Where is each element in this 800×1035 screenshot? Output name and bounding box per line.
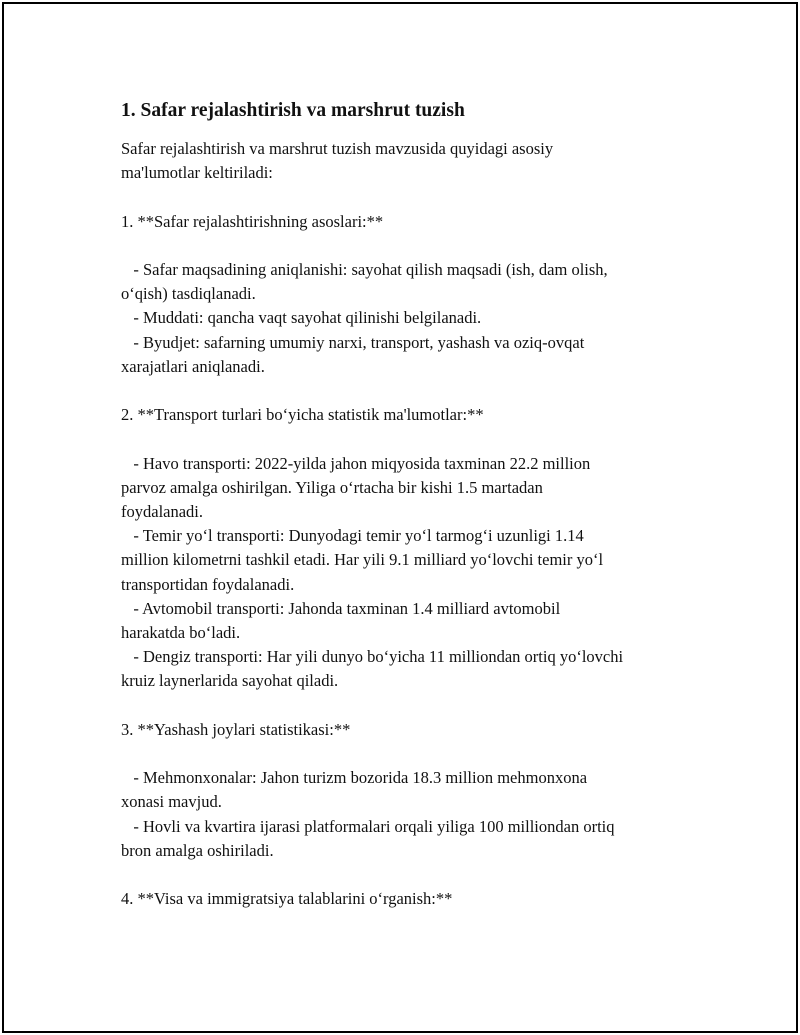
- text-line: xarajatlari aniqlanadi.: [121, 356, 265, 376]
- blank-line: [121, 185, 701, 209]
- text-line: transportidan foydalanadi.: [121, 574, 295, 594]
- text-line: foydalanadi.: [121, 501, 204, 521]
- text-line: million kilometrni tashkil etadi. Har yili 9.1 milliard yo‘lovchi temir yo‘l: [121, 550, 604, 570]
- blank-line: [121, 863, 701, 887]
- text-line: kruiz laynerlarida sayohat qiladi.: [121, 671, 339, 691]
- text-line: parvoz amalga oshirilgan. Yiliga o‘rtacha bir kishi 1.5 martadan: [121, 477, 543, 497]
- page-frame: [2, 2, 798, 1033]
- document-content: [121, 98, 701, 911]
- document-body: [121, 137, 701, 911]
- text-line: - Hovli va kvartira ijarasi platformalari orqali yiliga 100 milliondan ortiq: [121, 816, 615, 836]
- blank-line: [121, 427, 701, 451]
- text-line: 2. **Transport turlari bo‘yicha statistik ma'lumotlar:**: [121, 405, 484, 425]
- text-line: - Temir yo‘l transporti: Dunyodagi temir yo‘l tarmog‘i uzunligi 1.14: [121, 526, 584, 546]
- text-line: - Mehmonxonalar: Jahon turizm bozorida 18.3 million mehmonxona: [121, 768, 588, 788]
- text-line: harakatda bo‘ladi.: [121, 623, 241, 642]
- text-line: 3. **Yashash joylari statistikasi:**: [121, 719, 351, 739]
- text-line: 1. **Safar rejalashtirishning asoslari:**: [121, 211, 384, 231]
- text-line: o‘qish) tasdiqlanadi.: [121, 284, 256, 304]
- text-line: - Dengiz transporti: Har yili dunyo bo‘yicha 11 milliondan ortiq yo‘lovchi: [121, 647, 624, 667]
- text-line: ma'lumotlar keltiriladi:: [121, 163, 273, 183]
- blank-line: [121, 694, 701, 718]
- blank-line: [121, 379, 701, 403]
- text-line: - Byudjet: safarning umumiy narxi, transport, yashash va oziq-ovqat: [121, 332, 585, 352]
- blank-line: [121, 742, 701, 766]
- text-line: - Havo transporti: 2022-yilda jahon miqyosida taxminan 22.2 million: [121, 453, 591, 473]
- text-line: xonasi mavjud.: [121, 792, 222, 812]
- text-line: 4. **Visa va immigratsiya talablarini o‘rganish:**: [121, 889, 453, 909]
- blank-line: [121, 234, 701, 258]
- text-line: Safar rejalashtirish va marshrut tuzish mavzusida quyidagi asosiy: [121, 139, 554, 158]
- text-line: - Muddati: qancha vaqt sayohat qilinishi belgilanadi.: [121, 308, 482, 328]
- text-line: - Avtomobil transporti: Jahonda taxminan 1.4 milliard avtomobil: [121, 598, 561, 618]
- text-line: - Safar maqsadining aniqlanishi: sayohat qilish maqsadi (ish, dam olish,: [121, 259, 608, 279]
- section-heading: 1. Safar rejalashtirish va marshrut tuzish: [121, 100, 465, 121]
- text-line: bron amalga oshiriladi.: [121, 840, 274, 860]
